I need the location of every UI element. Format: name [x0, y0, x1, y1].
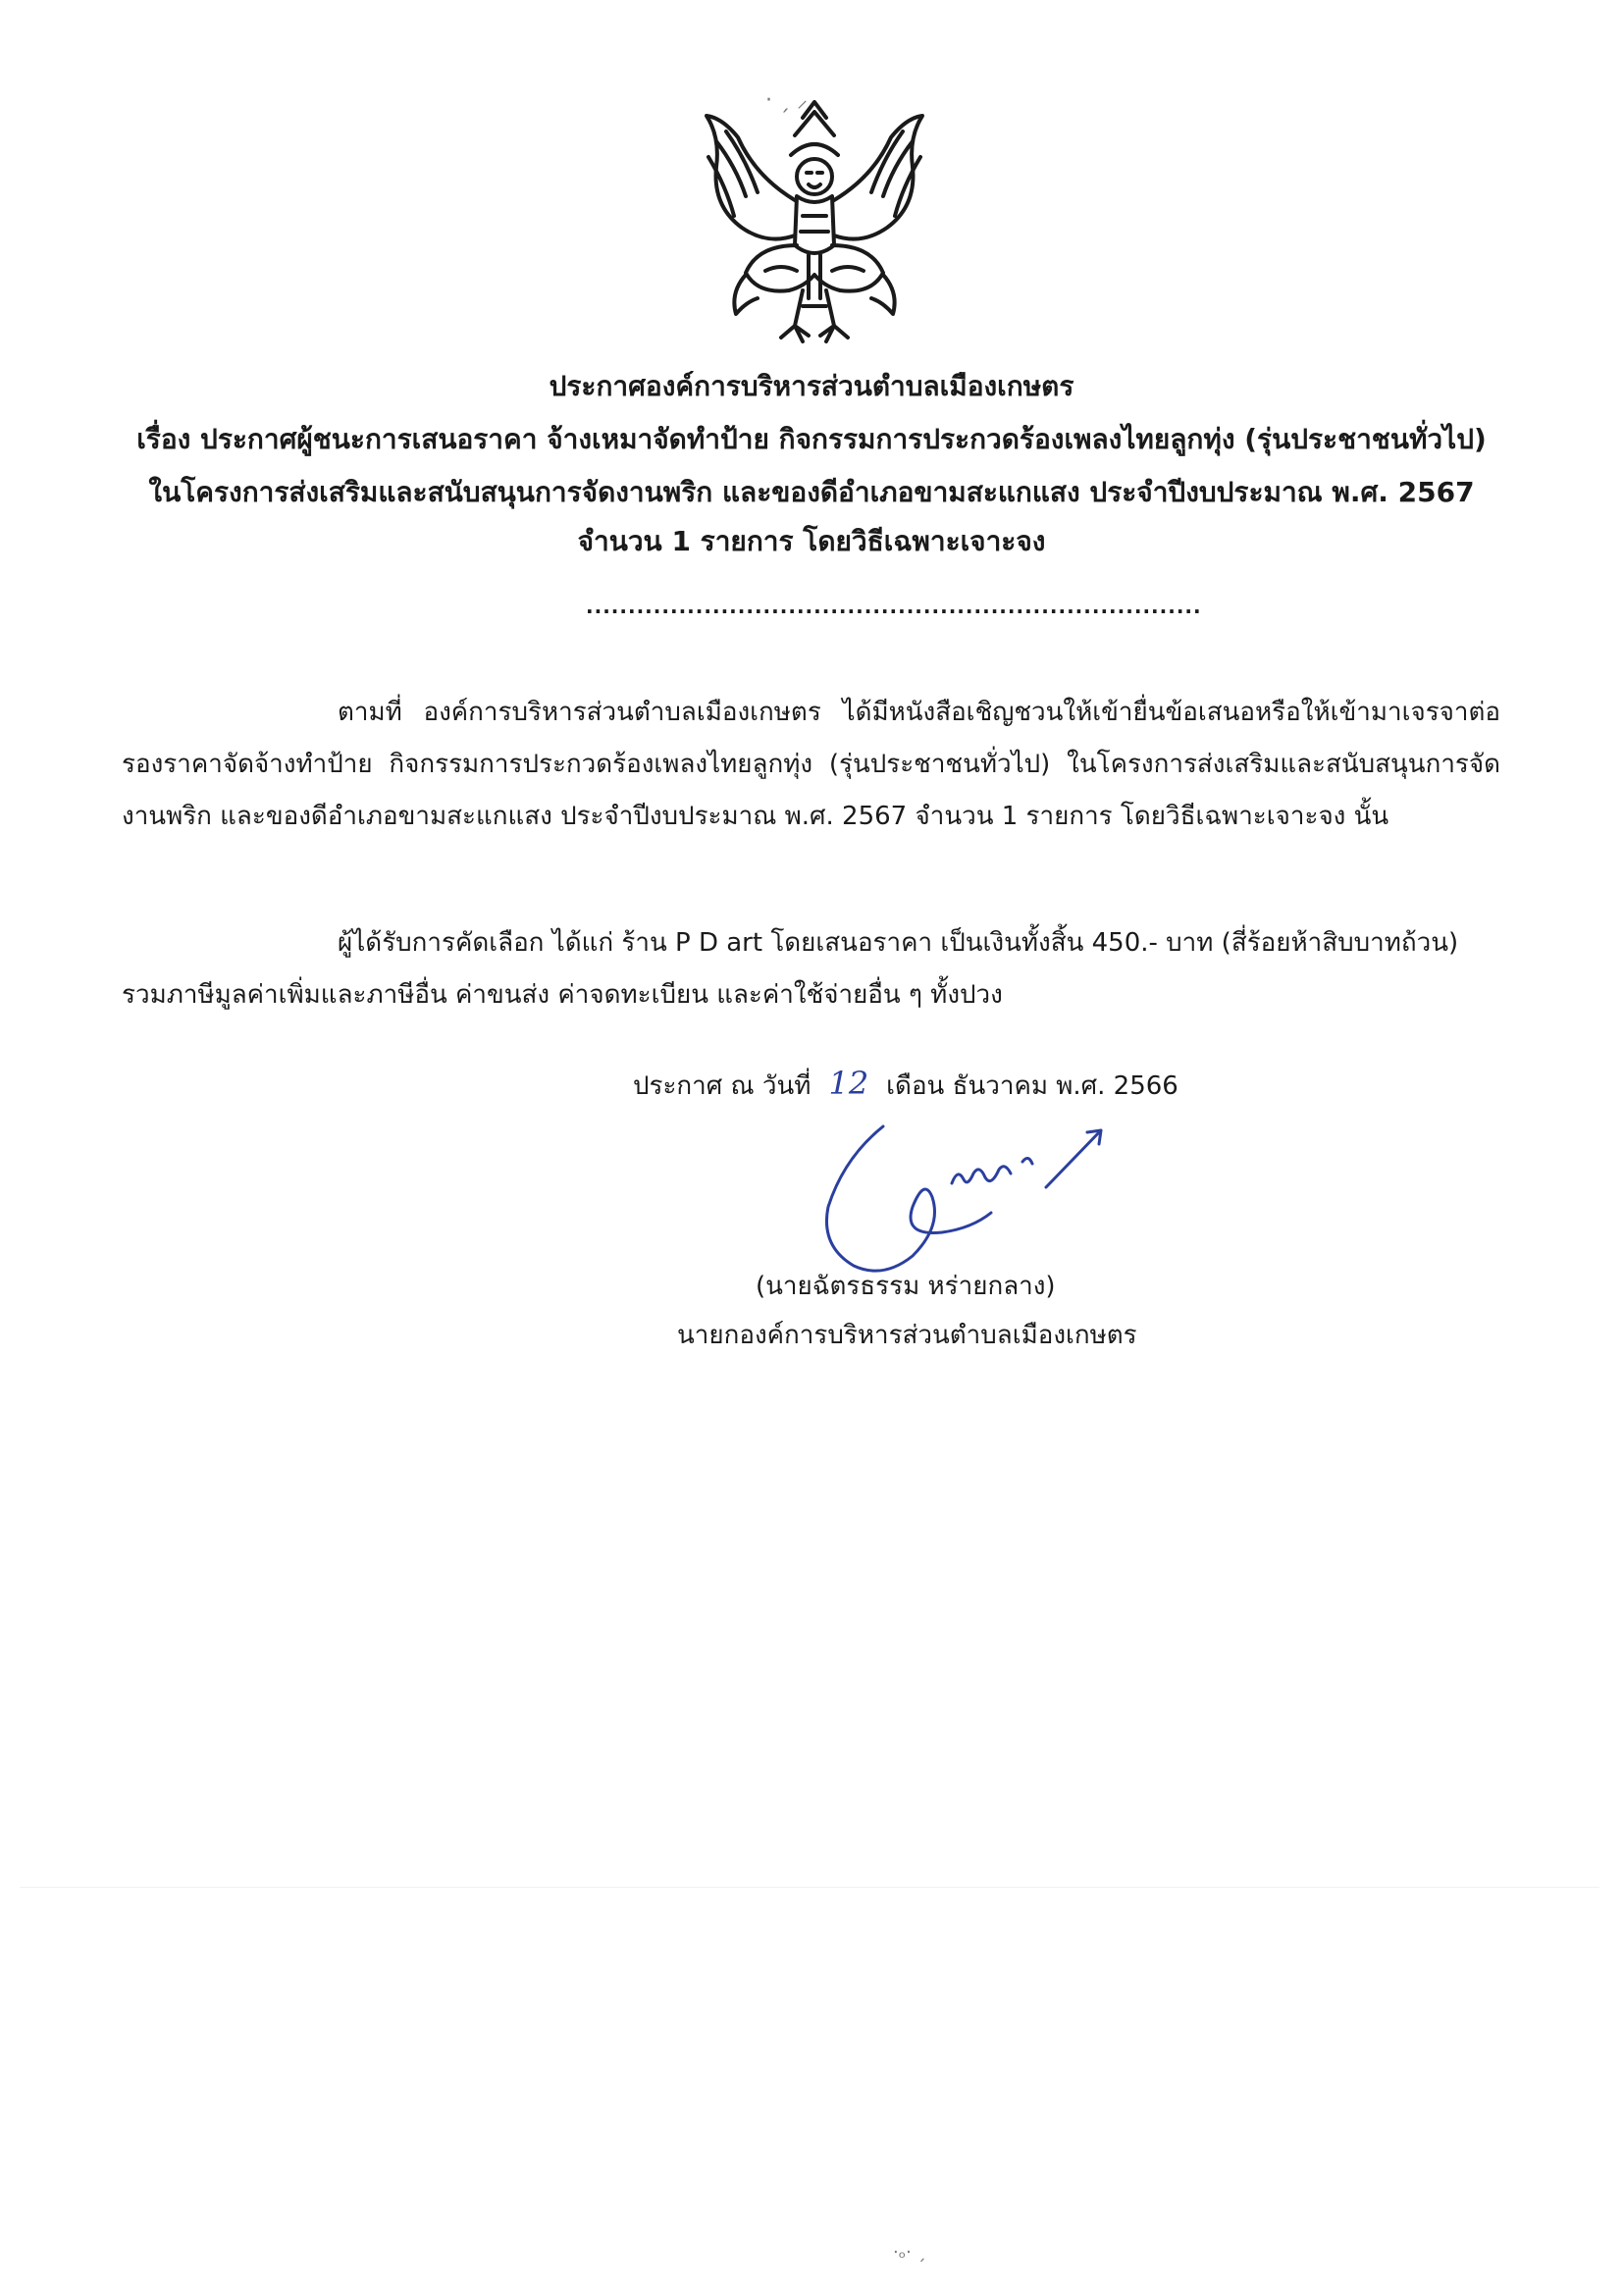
scan-speck-bottom: ·ₒ· ˏ — [893, 2242, 926, 2263]
scan-speck: · ˏ ⸝ — [765, 88, 808, 113]
subject-line-2: ในโครงการส่งเสริมและสนับสนุนการจัดงานพริก และของดีอำเภอขามสะแกแสง ประจำปีงบประมาณ พ.ศ. 2567 — [148, 476, 1475, 508]
announce-suffix: เดือน ธันวาคม พ.ศ. 2566 — [886, 1071, 1178, 1101]
body-paragraph-2 — [122, 917, 1500, 1021]
document-title: ประกาศองค์การบริหารส่วนตำบลเมืองเกษตร — [549, 370, 1074, 402]
handwritten-signature — [814, 1119, 1128, 1285]
subject-line-1: เรื่อง ประกาศผู้ชนะการเสนอราคา จ้างเหมาจัดทำป้าย กิจกรรมการประกวดร้องเพลงไทยลูกทุ่ง (รุ่นประชาชนทั่วไป) — [136, 423, 1487, 455]
body-paragraph-1 — [122, 687, 1500, 843]
subject-line-3: จำนวน 1 รายการ โดยวิธีเฉพาะเจาะจง — [577, 525, 1046, 557]
scan-artifact-line — [20, 1887, 1599, 1888]
announce-date — [633, 1065, 1178, 1106]
paragraph-2-text: ผู้ได้รับการคัดเลือก ได้แก่ ร้าน P D art โดยเสนอราคา เป็นเงินทั้งสิ้น 450.- บาท (สี่ร้อยห้าสิบบาทถ้วน) รวมภาษีมูลค่าเพิ่มและภาษีอื่น ค่าขนส่ง ค่าจดทะเบียน และค่าใช้จ่ายอื่น ๆ ทั้งปวง — [122, 928, 1459, 1010]
signer-name: (นายฉัตรธรรม หร่ายกลาง) — [756, 1272, 1056, 1301]
announce-prefix: ประกาศ ณ วันที่ — [633, 1071, 812, 1101]
signer-position: นายกองค์การบริหารส่วนตำบลเมืองเกษตร — [677, 1321, 1137, 1350]
separator-line: ......................................................................... — [586, 595, 1202, 618]
paragraph-1-text: ตามที่ องค์การบริหารส่วนตำบลเมืองเกษตร ได้มีหนังสือเชิญชวนให้เข้ายื่นข้อเสนอหรือให้เข้ามาเจรจาต่อรองราคาจัดจ้างทำป้าย กิจกรรมการประกวดร้องเพลงไทยลูกทุ่ง (รุ่นประชาชนทั่วไป) ในโครงการส่งเสริมและสนับสนุนการจัดงานพริก และของดีอำเภอขามสะแกแสง ประจำปีงบประมาณ พ.ศ. 2567 จำนวน 1 รายการ โดยวิธีเฉพาะเจาะจง นั้น — [122, 698, 1500, 831]
announce-day: 12 — [828, 1065, 869, 1102]
garuda-emblem-icon — [687, 98, 942, 353]
